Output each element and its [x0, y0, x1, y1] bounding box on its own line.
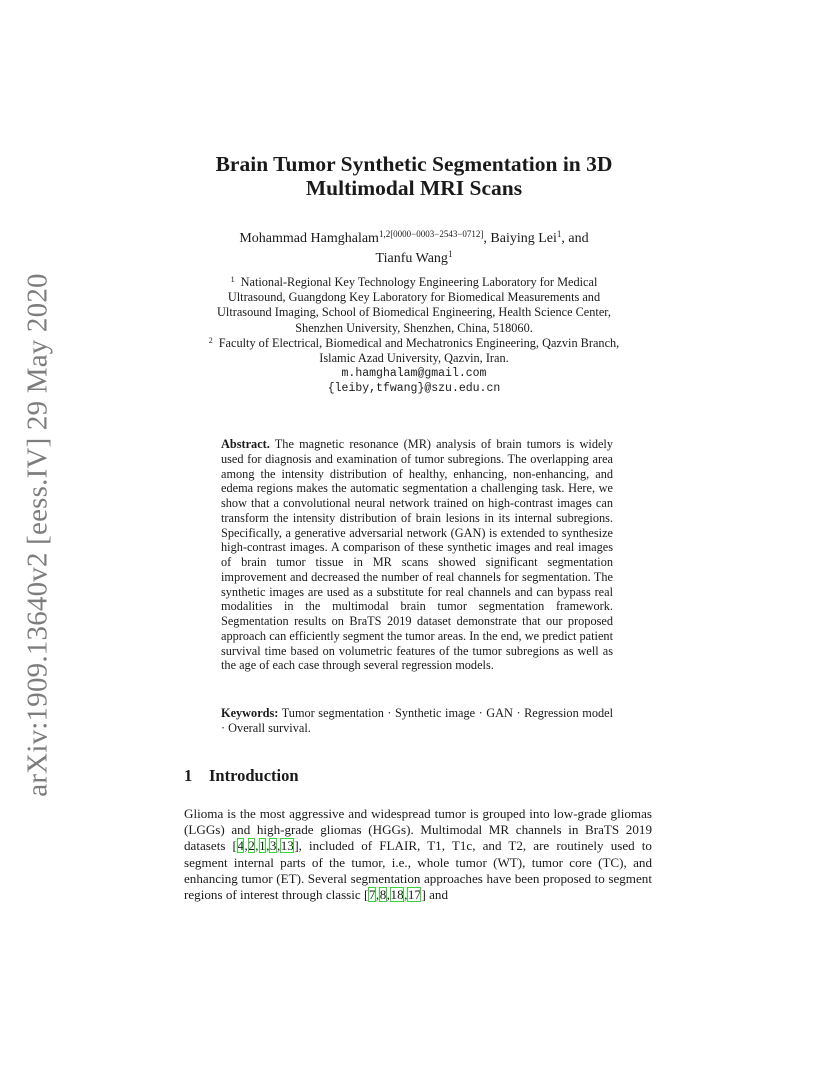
section-heading	[184, 766, 299, 786]
affiliation-2-line	[180, 336, 648, 351]
abstract	[221, 437, 613, 673]
affiliation-1-line: Ultrasound Imaging, School of Biomedical Engineering, Health Science Center,	[217, 305, 611, 320]
keywords	[221, 706, 613, 736]
affiliation-1-line: Shenzhen University, Shenzhen, China, 518060.	[295, 320, 533, 335]
citation-link[interactable]: 18	[390, 887, 404, 903]
citation-separator: ,	[404, 887, 408, 903]
citation-separator: ,	[375, 887, 380, 903]
author-line-1	[180, 229, 648, 249]
keywords-text: Tumor segmentation · Synthetic image · GAN · Regression model · Overall survival.	[221, 706, 613, 735]
citation-separator: ,	[276, 838, 281, 854]
affiliation-text: Faculty of Electrical, Biomedical and Mechatronics Engineering, Qazvin Branch,	[218, 335, 620, 350]
title-line-1: Brain Tumor Synthetic Segmentation in 3D	[215, 152, 613, 176]
affiliation-text: National-Regional Key Technology Engineering Laboratory for Medical	[240, 275, 598, 289]
author-name: Mohammad Hamghalam	[239, 231, 379, 246]
title-line-2: Multimodal MRI Scans	[305, 176, 523, 200]
citation-link[interactable]: 1	[259, 838, 266, 854]
author-list	[180, 229, 648, 269]
author-superscript: 1	[447, 249, 453, 259]
affiliation-1-line	[180, 275, 648, 290]
author-name: , Baiying Lei	[483, 231, 557, 246]
section-number: 1	[184, 766, 193, 785]
abstract-label: Abstract.	[221, 437, 270, 451]
citation-link[interactable]: 7	[368, 887, 376, 903]
author-separator: , and	[561, 231, 589, 246]
citation-link[interactable]: 8	[379, 887, 387, 903]
citation-separator: ,	[244, 838, 248, 854]
citation-separator: ,	[386, 887, 391, 903]
abstract-text: The magnetic resonance (MR) analysis of brain tumors is widely used for diagnosis and examination of tumor subregions. The overlapping area among the intensity distribution of healthy, enhancing, non-enhancing, and edema regions makes the automatic segmentation a challenging task. Here, we show that a convolutional neural network trained on high-contrast images can transform the intensity distribution of brain lesions in its internal subregions. Specifically, a generative adversarial network (GAN) is extended to synthesize high-contrast images. A comparison of these synthetic images and real images of brain tumor tissue in MR scans showed significant segmentation improvement and decreased the number of real channels for segmentation. The synthetic images are used as a substitute for real channels and can bypass real modalities in the multimodal brain tumor segmentation framework. Segmentation results on BraTS 2019 dataset demonstrate that our proposed approach can efficiently segment the tumor areas. In the end, we predict patient survival time based on volumetric features of the tumor subregions as well as the age of each case through several regression models.	[221, 437, 613, 673]
affiliation-2-line: Islamic Azad University, Qazvin, Iran.	[319, 351, 509, 366]
paragraph-text: ], included of FLAIR, T1, T1c, and T2, are routinely used to segment internal parts of the tumor, i.e., whole tumor (WT), tumor core (TC), and enhancing tumor (ET). Several segmentation approaches have been proposed to segment regions of interest through classic [	[184, 838, 652, 903]
citation-link[interactable]: 3	[269, 838, 277, 854]
author-line-2	[180, 249, 648, 269]
citation-separator: ,	[266, 838, 270, 854]
citation-link[interactable]: 4	[237, 838, 244, 854]
author-superscript: 1,2[0000−0003−2543−0712]	[378, 229, 484, 239]
keywords-label: Keywords:	[221, 706, 279, 720]
citation-link[interactable]: 2	[248, 838, 255, 854]
affiliations	[180, 275, 648, 397]
arxiv-identifier: arXiv:1909.13640v2 [eess.IV] 29 May 2020	[21, 273, 54, 797]
author-superscript: 1	[556, 229, 562, 239]
affiliation-1-line: Ultrasound, Guangdong Key Laboratory for Biomedical Measurements and	[227, 290, 601, 305]
paper-title	[180, 152, 648, 200]
paragraph-text: Glioma is the most aggressive and widespread tumor is grouped into low-grade gliomas (LGGs) and high-grade gliomas (HGGs). Multimodal MR channels in BraTS 2019 datasets [	[184, 806, 652, 854]
email-address: {leiby,tfwang}@szu.edu.cn	[327, 382, 501, 396]
affiliation-mark: 2	[208, 335, 213, 345]
affiliation-mark: 1	[230, 275, 235, 284]
intro-paragraph	[184, 806, 652, 903]
citation-link[interactable]: 17	[407, 887, 421, 903]
author-name: Tianfu Wang	[375, 251, 448, 266]
paragraph-text: ] and	[421, 887, 449, 903]
email-address: m.hamghalam@gmail.com	[341, 367, 487, 381]
citation-separator: ,	[255, 838, 259, 854]
section-title: Introduction	[209, 766, 299, 785]
citation-link[interactable]: 13	[280, 838, 294, 854]
